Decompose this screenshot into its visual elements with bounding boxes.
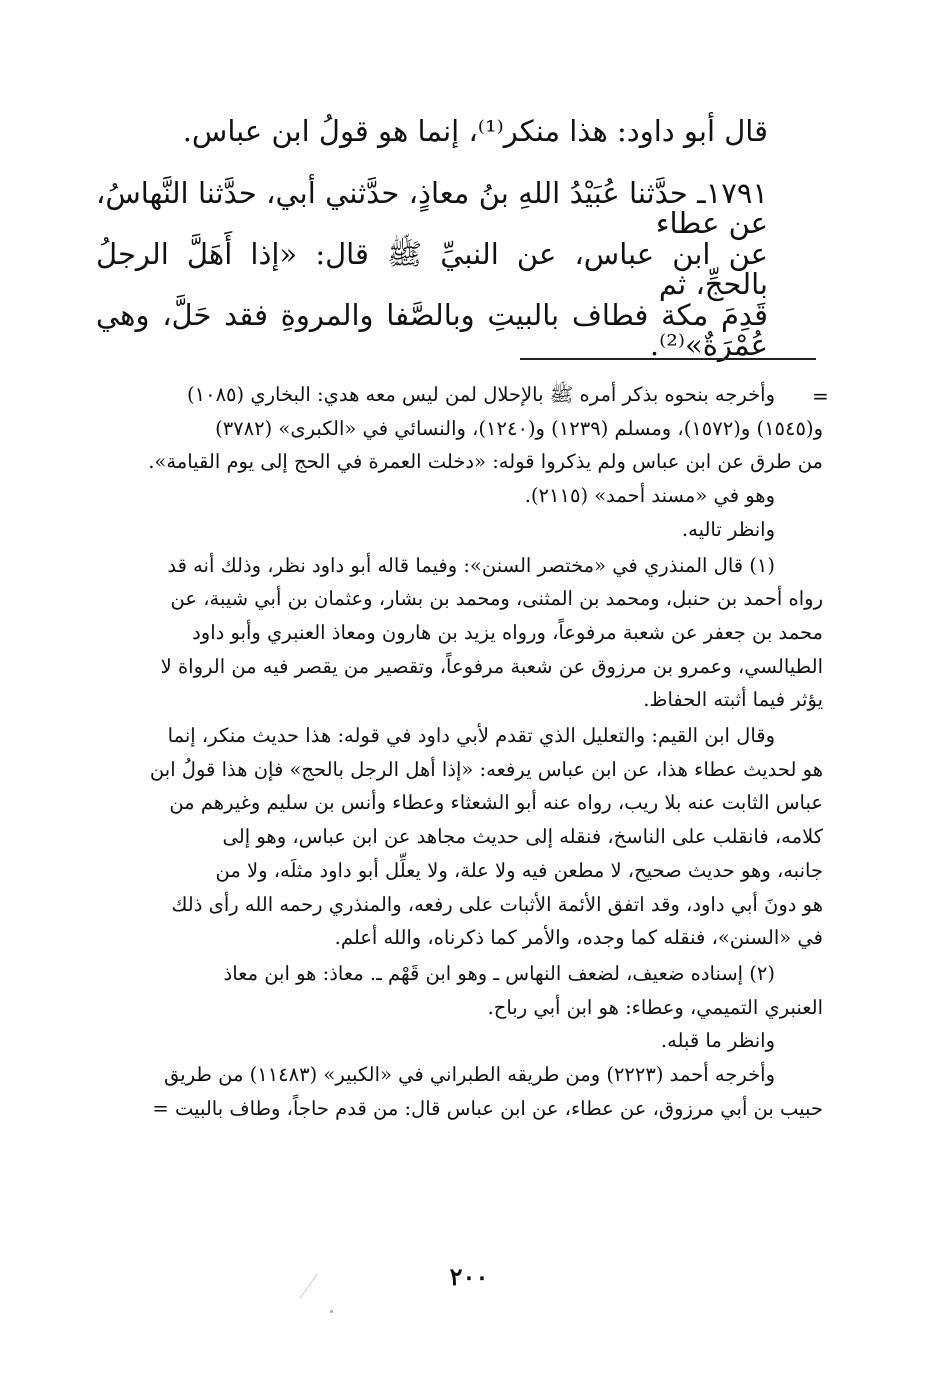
footnote-1-ibn-qayyim-line: عباس الثابت عنه بلا ريب، رواه عنه أبو الشعثاء وعطاء وأنس بن سليم وغيرهم من	[169, 791, 823, 815]
footnote-line: من طرق عن ابن عباس ولم يذكروا قوله: «دخلت العمرة في الحج إلى يوم القيامة».	[148, 450, 823, 474]
footnotes	[88, 378, 823, 1125]
footnote-1-line: محمد بن جعفر عن شعبة مرفوعاً، ورواه يزيد بن هارون ومعاذ العنبري وأبو داود	[192, 620, 823, 644]
main-line-3: عن ابن عباس، عن النبيِّ ﷺ قال: «إذا أَهَلَّ الرجلُ بالحجِّ، ثم	[96, 236, 768, 302]
footnote-1-ibn-qayyim-line: وقال ابن القيم: والتعليل الذي تقدم لأبي داود في قوله: هذا حديث منكر، إنما	[167, 724, 775, 748]
footnote-line: وهو في «مسند أحمد» (٢١١٥).	[524, 484, 775, 508]
main-text	[96, 112, 768, 361]
footnote-2-line: العنبري التميمي، وعطاء: هو ابن أبي رباح.	[487, 995, 823, 1019]
footnote-1-ibn-qayyim-line: في «السنن»، فنقله كما وجده، والأمر كما ذكرناه، والله أعلم.	[334, 926, 823, 950]
main-line-1: قال أبو داود: هذا منكر⁽¹⁾، إنما هو قولُ ابن عباس.	[182, 114, 768, 148]
footnote-1-ibn-qayyim-line: هو دونَ أبي داود، وقد اتفق الأئمة الأثبات على رفعه، والمنذري رحمه الله رأى ذلك	[171, 892, 823, 916]
footnote-2-ahmad-line: وأخرجه أحمد (٢٢٢٣) ومن طريقه الطبراني في «الكبير» (١١٤٨٣) من طريق	[163, 1063, 775, 1087]
main-line-2: ١٧٩١ـ حدَّثنا عُبَيْدُ اللهِ بنُ معاذٍ، حدَّثني أبي، حدَّثنا النَّهاسُ، عن عطاء	[96, 176, 768, 241]
footnote-2-ahmad-line: حبيب بن أبي مرزوق، عن عطاء، عن ابن عباس قال: من قدم حاجاً، وطاف بالبيت =	[152, 1096, 823, 1120]
footnote-line: وانظر تاليه.	[681, 517, 775, 541]
main-line-4: قَدِمَ مكة فطاف بالبيتِ وبالصَّفا والمروةِ فقد حَلَّ، وهي عُمْرَةٌ»⁽²⁾.	[96, 297, 768, 363]
footnote-line: وأخرجه بنحوه بذكر أمره ﷺ بالإحلال لمن ليس معه هدي: البخاري (١٠٨٥)	[187, 383, 775, 406]
footnote-1-line: يؤثر فيما أثبته الحفاظ.	[643, 688, 823, 712]
continuation-mark: =	[812, 384, 829, 408]
footnote-separator	[520, 358, 816, 360]
scan-speck	[330, 1310, 333, 1313]
footnote-1-line: الطيالسي، وعمرو بن مرزوق عن شعبة مرفوعاً، وتقصير من يقصر فيه من الرواة لا	[160, 654, 823, 678]
footnote-2-line: (٢) إسناده ضعيف، لضعف النهاس ـ وهو ابن قَهْم ـ. معاذ: هو ابن معاذ	[223, 961, 775, 985]
footnote-1-ibn-qayyim-line: كلامه، فانقلب على الناسخ، فنقله إلى حديث مجاهد عن ابن عباس، وهو إلى	[222, 825, 823, 849]
footnote-1-line: (١) قال المنذري في «مختصر السنن»: وفيما قاله أبو داود نظر، وذلك أنه قد	[167, 553, 775, 577]
page-number: ٢٠٠	[449, 1262, 489, 1291]
footnote-1-line: رواه أحمد بن حنبل، ومحمد بن المثنى، ومحمد بن بشار، وعثمان بن أبي شيبة، عن	[170, 587, 823, 611]
footnote-1-ibn-qayyim-line: جانبه، وهو حديث صحيح، لا مطعن فيه ولا علة، ولا يعلِّل أبو داود مثلَه، ولا من	[215, 858, 823, 882]
footnote-1-ibn-qayyim-line: هو لحديث عطاء هذا، عن ابن عباس يرفعه: «إذا أهل الرجل بالحج» فإن هذا قولُ ابن	[149, 757, 823, 781]
footnote-2-line: وانظر ما قبله.	[660, 1029, 775, 1053]
footnote-line: و(١٥٤٥) و(١٥٧٢)، ومسلم (١٢٣٩) و(١٢٤٠)، والنسائي في «الكبرى» (٣٧٨٢)	[215, 416, 823, 440]
